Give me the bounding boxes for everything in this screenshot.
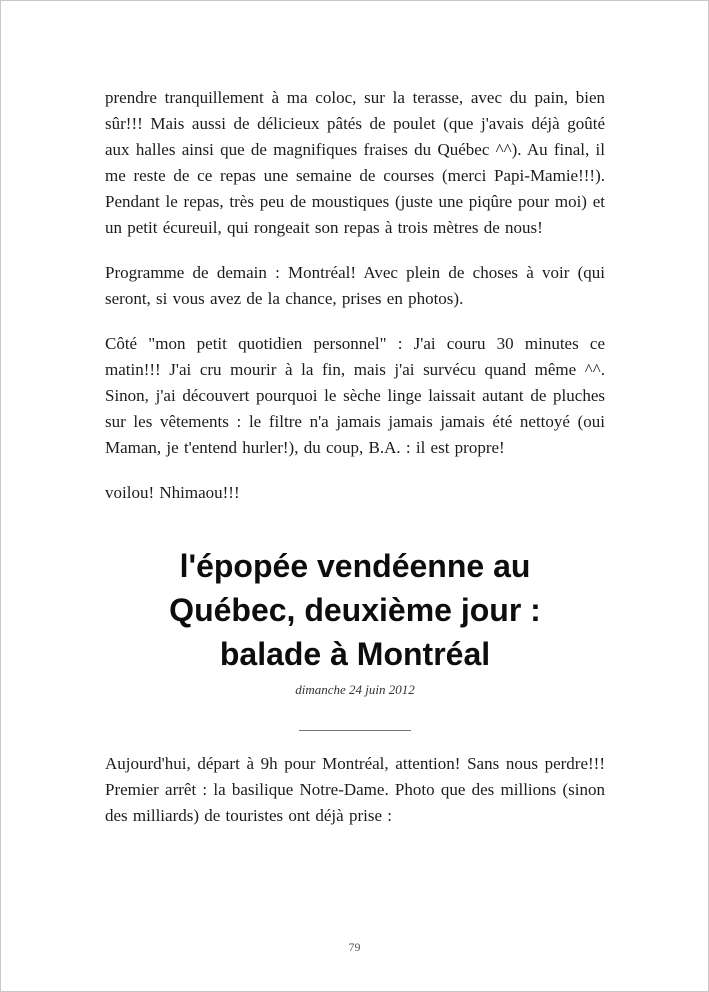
post-date: dimanche 24 juin 2012 [295, 682, 415, 697]
paragraph-programme: Programme de demain : Montréal! Avec plein de choses à voir (qui seront, si vous avez de la chance, prises en photos). [105, 263, 605, 308]
post-title-line-2: Québec, deuxième jour : [169, 592, 541, 628]
post-title-line-3: balade à Montréal [219, 636, 491, 672]
paragraph-montreal: Aujourd'hui, départ à 9h pour Montréal, attention! Sans nous perdre!!! Premier arrêt : la basilique Notre-Dame. Photo que des millions (sinon des milliards) de touristes ont déjà prise : [105, 754, 605, 825]
post-title [105, 544, 605, 676]
section-divider [299, 730, 411, 731]
paragraph-breakfast: prendre tranquillement à ma coloc, sur la terasse, avec du pain, bien sûr!!! Mais aussi de délicieux pâtés de poulet (que j'avais déjà goûté aux halles ainsi que de magnifiques fraises du Québec ^^). Au final, il me reste de ce repas une semaine de courses (merci Papi-Mamie!!!). Pendant le repas, très peu de moustiques (juste une piqûre pour moi) et un petit écureuil, qui rongeait son repas à trois mètres de nous! [105, 88, 605, 237]
page-content [105, 85, 605, 829]
post-title-line-1: l'épopée vendéenne au [179, 548, 531, 584]
page-number: 79 [348, 940, 361, 954]
paragraph-quotidien: Côté "mon petit quotidien personnel" : J'ai couru 30 minutes ce matin!!! J'ai cru mourir à la fin, mais j'ai survécu quand même ^^. Sinon, j'ai découvert pourquoi le sèche linge laissait autant de pluches sur les vêtements : le filtre n'a jamais jamais jamais été nettoyé (oui Maman, je t'entend hurler!), du coup, B.A. : il est propre! [105, 334, 605, 457]
paragraph-signoff: voilou! Nhimaou!!! [105, 483, 240, 502]
